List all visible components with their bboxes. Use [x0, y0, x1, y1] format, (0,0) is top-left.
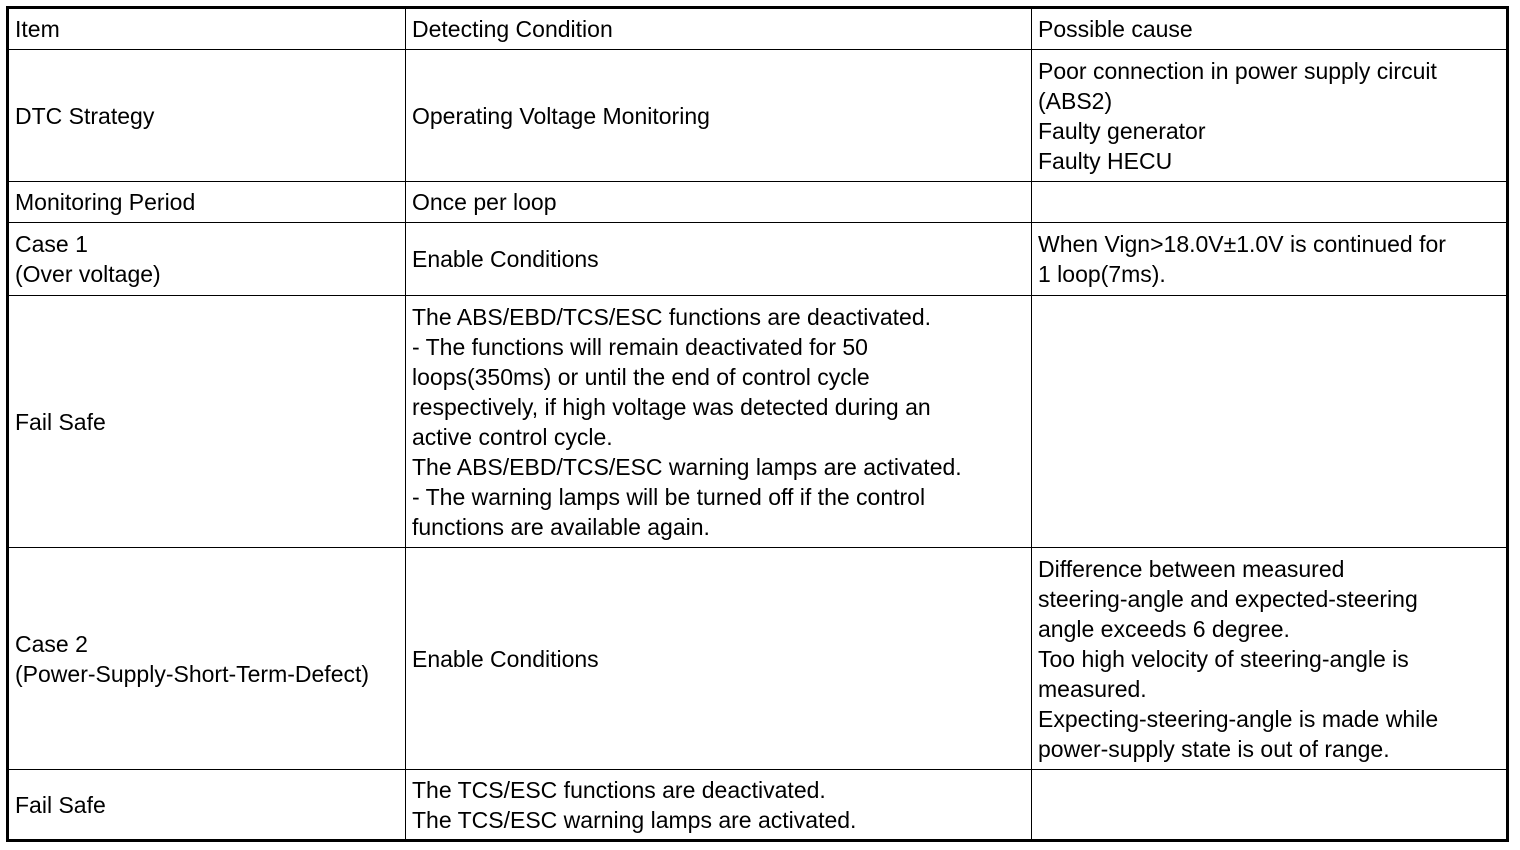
table-row: [8, 223, 1508, 296]
header-detecting-condition: Detecting Condition: [406, 8, 1032, 50]
table-row: [8, 296, 1508, 548]
row-item: DTC Strategy: [8, 50, 406, 182]
row-item: Fail Safe: [8, 770, 406, 841]
row-condition: Operating Voltage Monitoring: [406, 50, 1032, 182]
row-item: Fail Safe: [8, 296, 406, 548]
table-header-row: [8, 8, 1508, 50]
row-condition: Enable Conditions: [406, 223, 1032, 296]
row-condition: Enable Conditions: [406, 548, 1032, 770]
row-cause: When Vign>18.0V±1.0V is continued for 1 loop(7ms).: [1032, 223, 1508, 296]
row-item: Case 2 (Power-Supply-Short-Term-Defect): [8, 548, 406, 770]
row-condition: The ABS/EBD/TCS/ESC functions are deactivated. - The functions will remain deactivated for 50 loops(350ms) or until the end of control cycle respectively, if high voltage was detected during an active control cycle. The ABS/EBD/TCS/ESC warning lamps are activated. - The warning lamps will be turned off if the control functions are available again.: [406, 296, 1032, 548]
header-possible-cause: Possible cause: [1032, 8, 1508, 50]
row-cause: Poor connection in power supply circuit (ABS2) Faulty generator Faulty HECU: [1032, 50, 1508, 182]
row-item: Case 1 (Over voltage): [8, 223, 406, 296]
row-condition: Once per loop: [406, 182, 1032, 223]
table-row: [8, 50, 1508, 182]
table-row: [8, 548, 1508, 770]
row-cause: [1032, 296, 1508, 548]
header-item: Item: [8, 8, 406, 50]
row-cause: Difference between measured steering-angle and expected-steering angle exceeds 6 degree. Too high velocity of steering-angle is measured. Expecting-steering-angle is made while power-supply state is out of range.: [1032, 548, 1508, 770]
row-cause: [1032, 770, 1508, 841]
row-item: Monitoring Period: [8, 182, 406, 223]
row-cause: [1032, 182, 1508, 223]
table-row: [8, 182, 1508, 223]
dtc-condition-table: [6, 6, 1509, 842]
table-row: [8, 770, 1508, 841]
row-condition: The TCS/ESC functions are deactivated. The TCS/ESC warning lamps are activated.: [406, 770, 1032, 841]
